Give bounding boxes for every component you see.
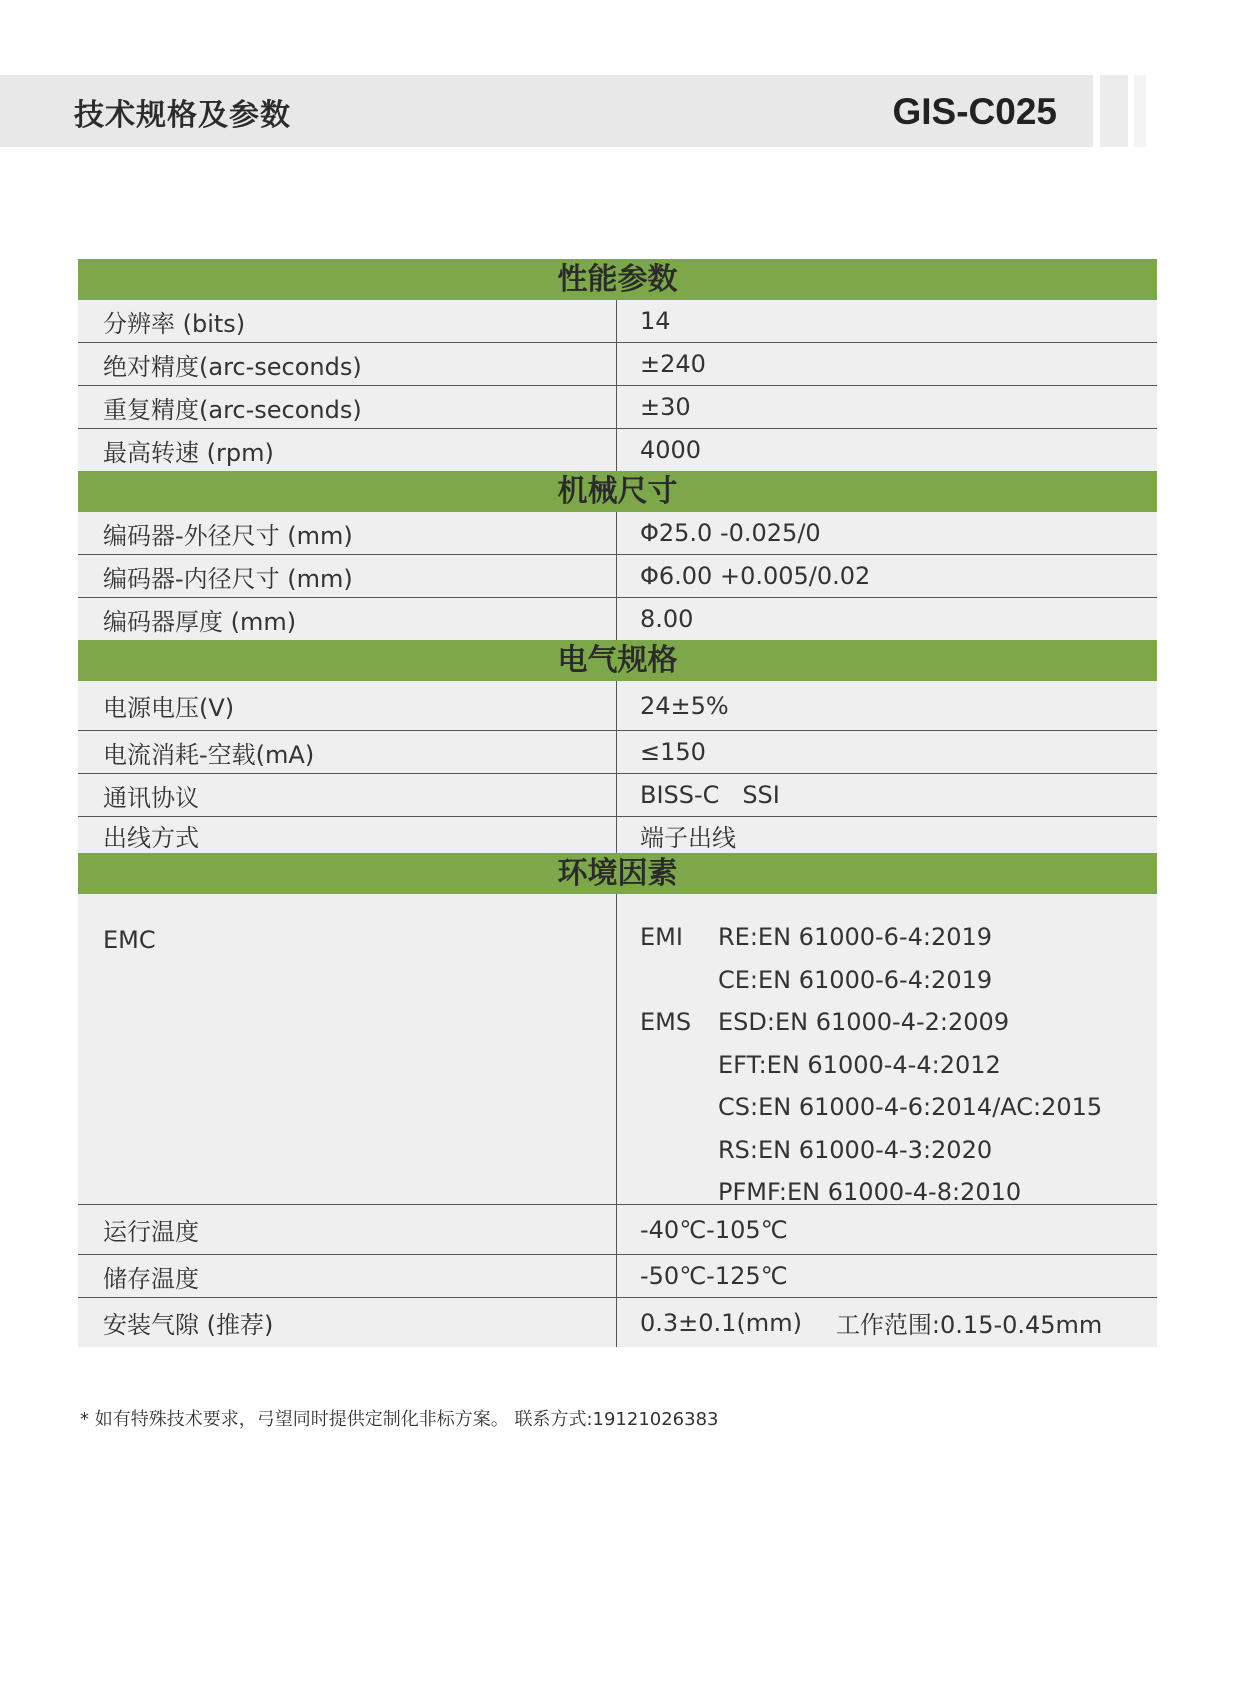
row-value: Φ25.0 -0.025/0 bbox=[640, 519, 821, 547]
emc-line bbox=[640, 1044, 1157, 1087]
spec-table bbox=[78, 259, 1157, 1347]
table-row bbox=[78, 512, 1157, 555]
row-label: 编码器-外径尺寸 (mm) bbox=[78, 512, 617, 554]
row-value: 4000 bbox=[640, 436, 702, 464]
emc-standard: CS:EN 61000-4-6:2014/AC:2015 bbox=[718, 1093, 1103, 1122]
table-row bbox=[78, 681, 1157, 731]
emc-line bbox=[640, 1086, 1157, 1129]
row-value: ±240 bbox=[640, 350, 706, 378]
table-row bbox=[78, 731, 1157, 774]
row-value: -50℃-125℃ bbox=[640, 1262, 788, 1290]
row-label: 出线方式 bbox=[78, 817, 617, 853]
row-value bbox=[617, 1298, 1157, 1347]
row-label: 重复精度(arc-seconds) bbox=[78, 386, 617, 428]
emc-standard: EFT:EN 61000-4-4:2012 bbox=[718, 1050, 1001, 1079]
row-value: Φ6.00 +0.005/0.02 bbox=[640, 562, 871, 590]
row-label: 分辨率 (bits) bbox=[78, 300, 617, 342]
model-number: GIS-C025 bbox=[892, 91, 1057, 132]
row-label: 通讯协议 bbox=[78, 774, 617, 816]
emc-standard: ESD:EN 61000-4-2:2009 bbox=[718, 1008, 1010, 1037]
table-row bbox=[78, 598, 1157, 640]
section-header-environment: 环境因素 bbox=[78, 853, 1157, 894]
row-value: 14 bbox=[640, 307, 671, 335]
table-row bbox=[78, 1255, 1157, 1298]
table-row bbox=[78, 774, 1157, 817]
header-accent-bar-small bbox=[1134, 75, 1146, 147]
row-value: ±30 bbox=[640, 393, 691, 421]
table-row bbox=[78, 386, 1157, 429]
row-label: 绝对精度(arc-seconds) bbox=[78, 343, 617, 385]
emc-group-label: EMI bbox=[640, 923, 683, 952]
table-row bbox=[78, 555, 1157, 598]
table-row bbox=[78, 343, 1157, 386]
emc-group-label: EMS bbox=[640, 1008, 692, 1037]
emc-line bbox=[640, 959, 1157, 1002]
emc-standard: CE:EN 61000-6-4:2019 bbox=[718, 965, 993, 994]
row-label: 电流消耗-空载(mA) bbox=[78, 731, 617, 773]
row-label: 编码器厚度 (mm) bbox=[78, 598, 617, 640]
row-label: 最高转速 (rpm) bbox=[78, 429, 617, 471]
row-label: 编码器-内径尺寸 (mm) bbox=[78, 555, 617, 597]
row-value: ≤150 bbox=[640, 738, 706, 766]
footnote: * 如有特殊技术要求，弓望同时提供定制化非标方案。 联系方式:19121026383 bbox=[80, 1409, 719, 1430]
table-row bbox=[78, 1298, 1157, 1347]
header-accent-bar bbox=[1100, 75, 1128, 147]
emc-line bbox=[640, 916, 1157, 959]
emc-standards bbox=[617, 894, 1157, 1207]
row-label: EMC bbox=[78, 894, 617, 1204]
table-row bbox=[78, 1205, 1157, 1255]
section-header-performance: 性能参数 bbox=[78, 259, 1157, 300]
row-value: 8.00 bbox=[640, 605, 694, 633]
page-title: 技术规格及参数 bbox=[74, 98, 291, 133]
emc-line bbox=[640, 1001, 1157, 1044]
row-label: 安装气隙 (推荐) bbox=[78, 1298, 617, 1347]
row-value: -40℃-105℃ bbox=[640, 1215, 788, 1244]
section-header-mechanical: 机械尺寸 bbox=[78, 471, 1157, 512]
emc-row bbox=[78, 894, 1157, 1205]
row-value: BISS-C SSI bbox=[640, 781, 780, 809]
table-row bbox=[78, 300, 1157, 343]
row-label: 储存温度 bbox=[78, 1255, 617, 1297]
row-value: 端子出线 bbox=[640, 823, 736, 852]
emc-standard: PFMF:EN 61000-4-8:2010 bbox=[718, 1178, 1022, 1207]
air-gap-value: 0.3±0.1(mm) bbox=[640, 1308, 802, 1337]
emc-standard: RS:EN 61000-4-3:2020 bbox=[718, 1135, 993, 1164]
section-header-electrical: 电气规格 bbox=[78, 640, 1157, 681]
row-label: 电源电压(V) bbox=[78, 681, 617, 730]
row-value: 24±5% bbox=[640, 691, 729, 720]
emc-standard: RE:EN 61000-6-4:2019 bbox=[718, 923, 993, 952]
table-row bbox=[78, 429, 1157, 471]
air-gap-range: 工作范围:0.15-0.45mm bbox=[835, 1311, 1103, 1339]
row-label: 运行温度 bbox=[78, 1205, 617, 1254]
table-row bbox=[78, 817, 1157, 853]
emc-line bbox=[640, 1129, 1157, 1172]
